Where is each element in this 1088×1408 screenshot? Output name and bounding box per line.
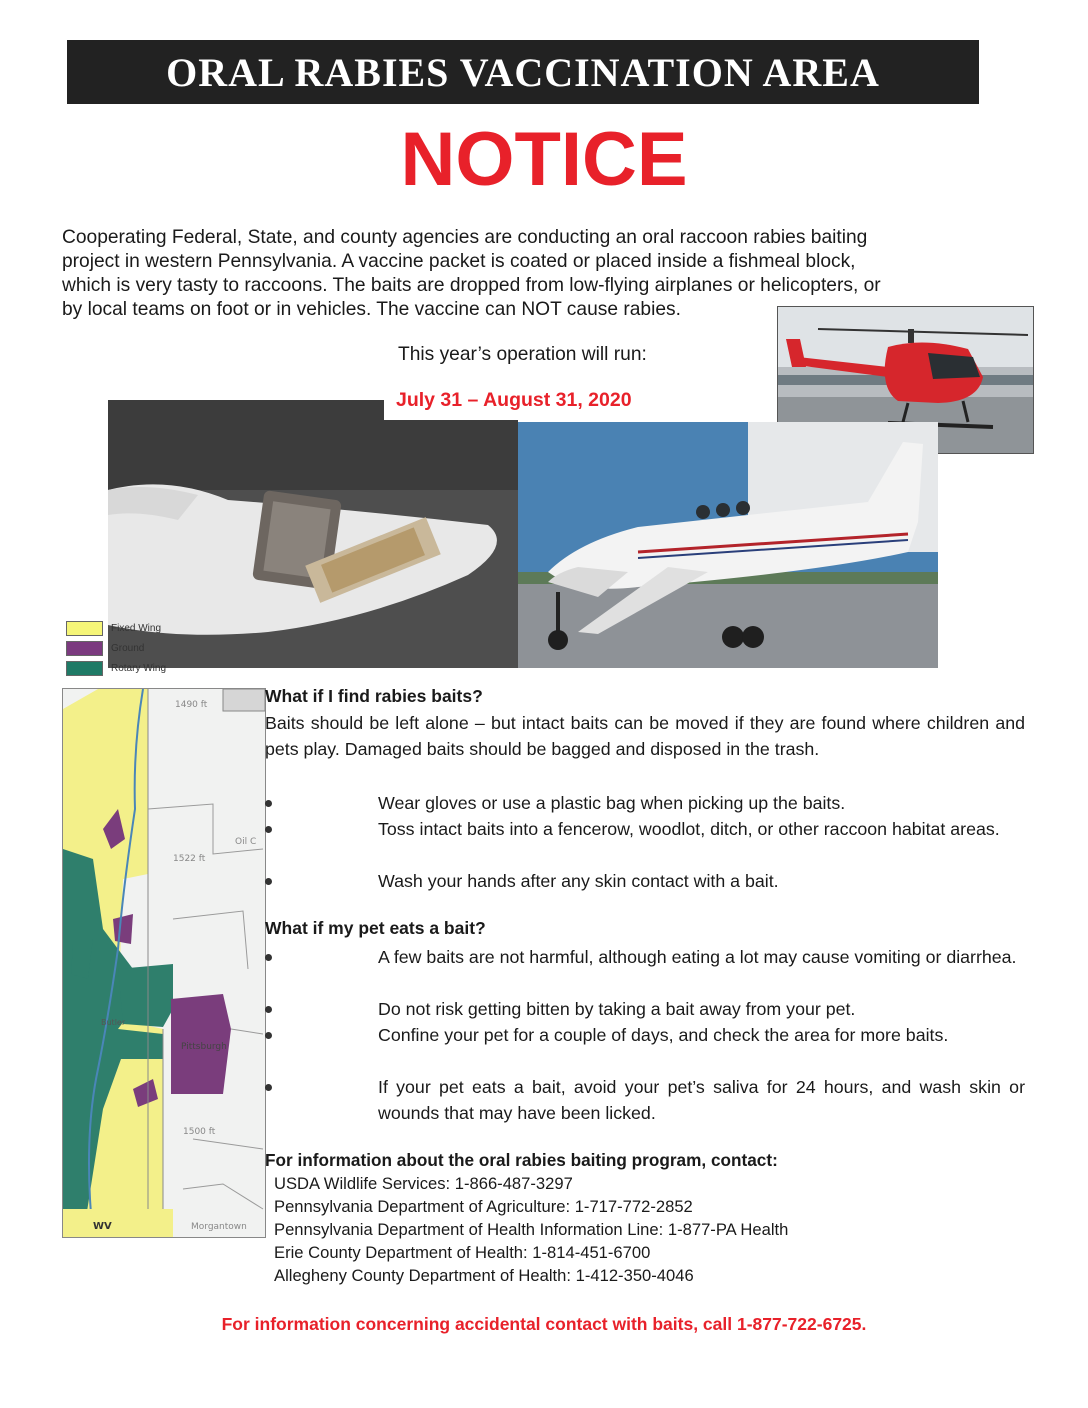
banner-title: ORAL RABIES VACCINATION AREA (67, 40, 979, 104)
map-label-morgantown: Morgantown (191, 1222, 247, 1232)
map-legend (66, 618, 266, 678)
pet-bullet (265, 1074, 1025, 1126)
bullet-icon (265, 826, 272, 833)
notice-heading: NOTICE (400, 117, 688, 202)
bullet-text: If your pet eats a bait, avoid your pet’s saliva for 24 hours, and wash skin or wounds that may have been licked. (378, 1077, 1025, 1123)
pet-bullet (265, 996, 1025, 1022)
baits-bullet (265, 790, 1025, 816)
airplane-illustration (518, 422, 938, 668)
baits-body: Baits should be left alone – but intact baits can be moved if they are found where children and pets play. Damaged baits should be bagged and disposed in the trash. (265, 713, 1025, 759)
map-label-wv: WV (93, 1221, 112, 1232)
intro-line: by local teams on foot or in vehicles. The vaccine can NOT cause rabies. (62, 299, 681, 320)
intro-line: Cooperating Federal, State, and county agencies are conducting an oral raccoon rabies baiting (62, 227, 868, 248)
bullet-icon (265, 800, 272, 807)
bullet-text: Toss intact baits into a fencerow, woodlot, ditch, or other raccoon habitat areas. (378, 819, 1000, 839)
contact-line: Pennsylvania Department of Health Information Line: 1-877-PA Health (274, 1220, 789, 1239)
baiting-area-map (62, 688, 266, 1238)
bullet-icon (265, 1084, 272, 1091)
legend-item-ground (66, 638, 266, 658)
map-label-butler: Butler (101, 1018, 126, 1027)
bullet-icon (265, 1006, 272, 1013)
contact-line: Pennsylvania Department of Agriculture: 1-717-772-2852 (274, 1197, 693, 1216)
intro-line: which is very tasty to raccoons. The baits are dropped from low-flying airplanes or helicopters, or (62, 275, 881, 296)
fixed-wing-swatch (66, 621, 103, 636)
operation-dates: July 31 – August 31, 2020 (384, 380, 738, 420)
bullet-text: Wear gloves or use a plastic bag when picking up the baits. (378, 793, 846, 813)
operation-label: This year’s operation will run: (398, 344, 647, 365)
legend-label: Fixed Wing (111, 622, 162, 634)
contact-line: Allegheny County Department of Health: 1-412-350-4046 (274, 1266, 694, 1285)
map-label-oil-city: Oil C (235, 837, 257, 847)
baits-bullet (265, 816, 1025, 842)
contact-line: Erie County Department of Health: 1-814-451-6700 (274, 1243, 651, 1262)
bullet-icon (265, 954, 272, 961)
ground-swatch (66, 641, 103, 656)
baits-bullet (265, 868, 1025, 894)
bullet-icon (265, 1032, 272, 1039)
bullet-text: Wash your hands after any skin contact with a bait. (378, 871, 779, 891)
legend-label: Rotary Wing (111, 662, 167, 674)
bullet-text: Do not risk getting bitten by taking a bait away from your pet. (378, 999, 856, 1019)
accidental-contact-footer: For information concerning accidental contact with baits, call 1-877-722-6725. (221, 1314, 867, 1334)
legend-label: Ground (111, 642, 145, 654)
baits-heading: What if I find rabies baits? (265, 686, 483, 706)
map-label-1500: 1500 ft (183, 1127, 216, 1137)
pet-heading: What if my pet eats a bait? (265, 918, 486, 938)
contact-line: USDA Wildlife Services: 1-866-487-3297 (274, 1174, 573, 1193)
bullet-text: Confine your pet for a couple of days, and check the area for more baits. (378, 1025, 949, 1045)
airplane-photo (518, 422, 938, 668)
legend-item-fixed-wing (66, 618, 266, 638)
map-label-1490: 1490 ft (175, 700, 208, 710)
bullet-icon (265, 878, 272, 885)
map-illustration (63, 689, 265, 1237)
pet-bullet (265, 1022, 1025, 1048)
intro-line: project in western Pennsylvania. A vaccine packet is coated or placed inside a fishmeal block, (62, 251, 856, 272)
contacts-heading: For information about the oral rabies baiting program, contact: (265, 1150, 778, 1170)
legend-item-rotary-wing (66, 658, 266, 678)
bullet-text: A few baits are not harmful, although eating a lot may cause vomiting or diarrhea. (378, 947, 1017, 967)
map-label-1522: 1522 ft (173, 854, 206, 864)
map-label-pittsburgh: Pittsburgh (181, 1042, 227, 1052)
rotary-wing-swatch (66, 661, 103, 676)
pet-bullet (265, 944, 1025, 970)
